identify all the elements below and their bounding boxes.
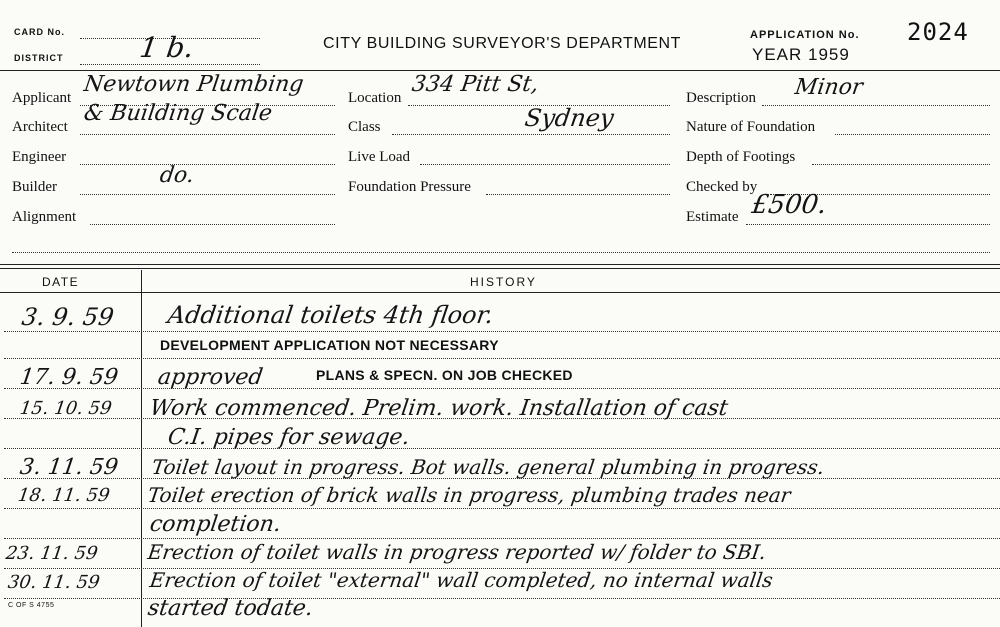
engineer-line bbox=[80, 164, 335, 165]
description-value: Minor bbox=[793, 75, 865, 100]
history-top-rule-2 bbox=[0, 268, 1000, 269]
engineer-label: Engineer bbox=[12, 149, 67, 165]
description-line bbox=[762, 105, 990, 106]
depth-of-footings-line bbox=[812, 164, 990, 165]
location-value: 334 Pitt St, bbox=[410, 72, 541, 97]
district-label: DISTRICT bbox=[14, 53, 64, 63]
history-date: 18. 11. 59 bbox=[16, 485, 112, 506]
foundation-pressure-label: Foundation Pressure bbox=[348, 179, 471, 195]
history-entry: Additional toilets 4th floor. bbox=[166, 301, 496, 329]
alignment-line bbox=[90, 224, 335, 225]
history-entry: Work commenced. Prelim. work. Installation of cast bbox=[148, 396, 730, 421]
history-entry: Toilet erection of brick walls in progress, plumbing trades near bbox=[146, 483, 793, 507]
history-entry: Erection of toilet "external" wall completed, no internal walls bbox=[148, 568, 775, 592]
history-date: 23. 11. 59 bbox=[4, 543, 100, 564]
district-value: 1 b. bbox=[137, 31, 196, 64]
plans-checked-stamp: PLANS & SPECN. ON JOB CHECKED bbox=[316, 367, 573, 383]
applicant-label: Applicant bbox=[12, 90, 72, 106]
builder-value: do. bbox=[158, 163, 196, 188]
depth-of-footings-label: Depth of Footings bbox=[686, 149, 796, 165]
architect-label: Architect bbox=[12, 119, 68, 135]
history-entry: Erection of toilet walls in progress reported w/ folder to SBI. bbox=[146, 540, 768, 564]
location-label: Location bbox=[348, 90, 402, 106]
row-line bbox=[4, 448, 1000, 449]
class-label: Class bbox=[348, 119, 381, 135]
history-top-rule bbox=[0, 264, 1000, 265]
card-no-label: CARD No. bbox=[14, 27, 65, 37]
class-value: Sydney bbox=[523, 104, 616, 132]
estimate-value: £500. bbox=[749, 190, 829, 220]
history-date: 30. 11. 59 bbox=[6, 572, 102, 593]
builder-line bbox=[80, 194, 335, 195]
history-column-header: HISTORY bbox=[470, 275, 537, 289]
live-load-label: Live Load bbox=[348, 149, 411, 165]
history-entry: started todate. bbox=[146, 596, 315, 621]
history-entry: completion. bbox=[148, 512, 283, 537]
architect-value: & Building Scale bbox=[82, 101, 274, 126]
history-date: 15. 10. 59 bbox=[18, 398, 114, 419]
nature-of-foundation-label: Nature of Foundation bbox=[686, 119, 816, 135]
architect-line bbox=[80, 134, 335, 135]
history-entry: Toilet layout in progress. Bot walls. general plumbing in progress. bbox=[150, 455, 826, 479]
applicant-value: Newtown Plumbing bbox=[82, 72, 306, 97]
history-entry-hand: approved bbox=[156, 365, 265, 390]
header-rule bbox=[0, 70, 1000, 71]
history-date: 17. 9. 59 bbox=[18, 365, 120, 390]
development-stamp: DEVELOPMENT APPLICATION NOT NECESSARY bbox=[160, 337, 499, 353]
row-line bbox=[4, 508, 1000, 509]
nature-of-foundation-line bbox=[835, 134, 990, 135]
estimate-label: Estimate bbox=[686, 209, 739, 225]
builder-label: Builder bbox=[12, 179, 57, 195]
row-line bbox=[4, 388, 1000, 389]
history-header-rule bbox=[0, 292, 1000, 293]
blank-line bbox=[12, 252, 990, 253]
row-line bbox=[4, 538, 1000, 539]
date-column-header: DATE bbox=[42, 275, 80, 289]
history-date: 3. 9. 59 bbox=[20, 303, 116, 331]
year-label: YEAR 1959 bbox=[752, 45, 850, 64]
description-label: Description bbox=[686, 90, 756, 106]
department-title: CITY BUILDING SURVEYOR'S DEPARTMENT bbox=[323, 35, 682, 52]
checked-by-label: Checked by bbox=[686, 179, 758, 195]
alignment-label: Alignment bbox=[12, 209, 77, 225]
district-line bbox=[80, 64, 260, 65]
row-line bbox=[4, 331, 1000, 332]
foundation-pressure-line bbox=[486, 194, 670, 195]
form-code: C OF S 4755 bbox=[8, 602, 55, 609]
application-number: 2024 bbox=[907, 18, 969, 46]
application-label: APPLICATION No. bbox=[750, 29, 860, 41]
live-load-line bbox=[420, 164, 670, 165]
estimate-line bbox=[746, 224, 990, 225]
history-date: 3. 11. 59 bbox=[18, 455, 120, 480]
class-line bbox=[392, 134, 670, 135]
history-entry: C.I. pipes for sewage. bbox=[166, 425, 412, 450]
row-line bbox=[4, 358, 1000, 359]
